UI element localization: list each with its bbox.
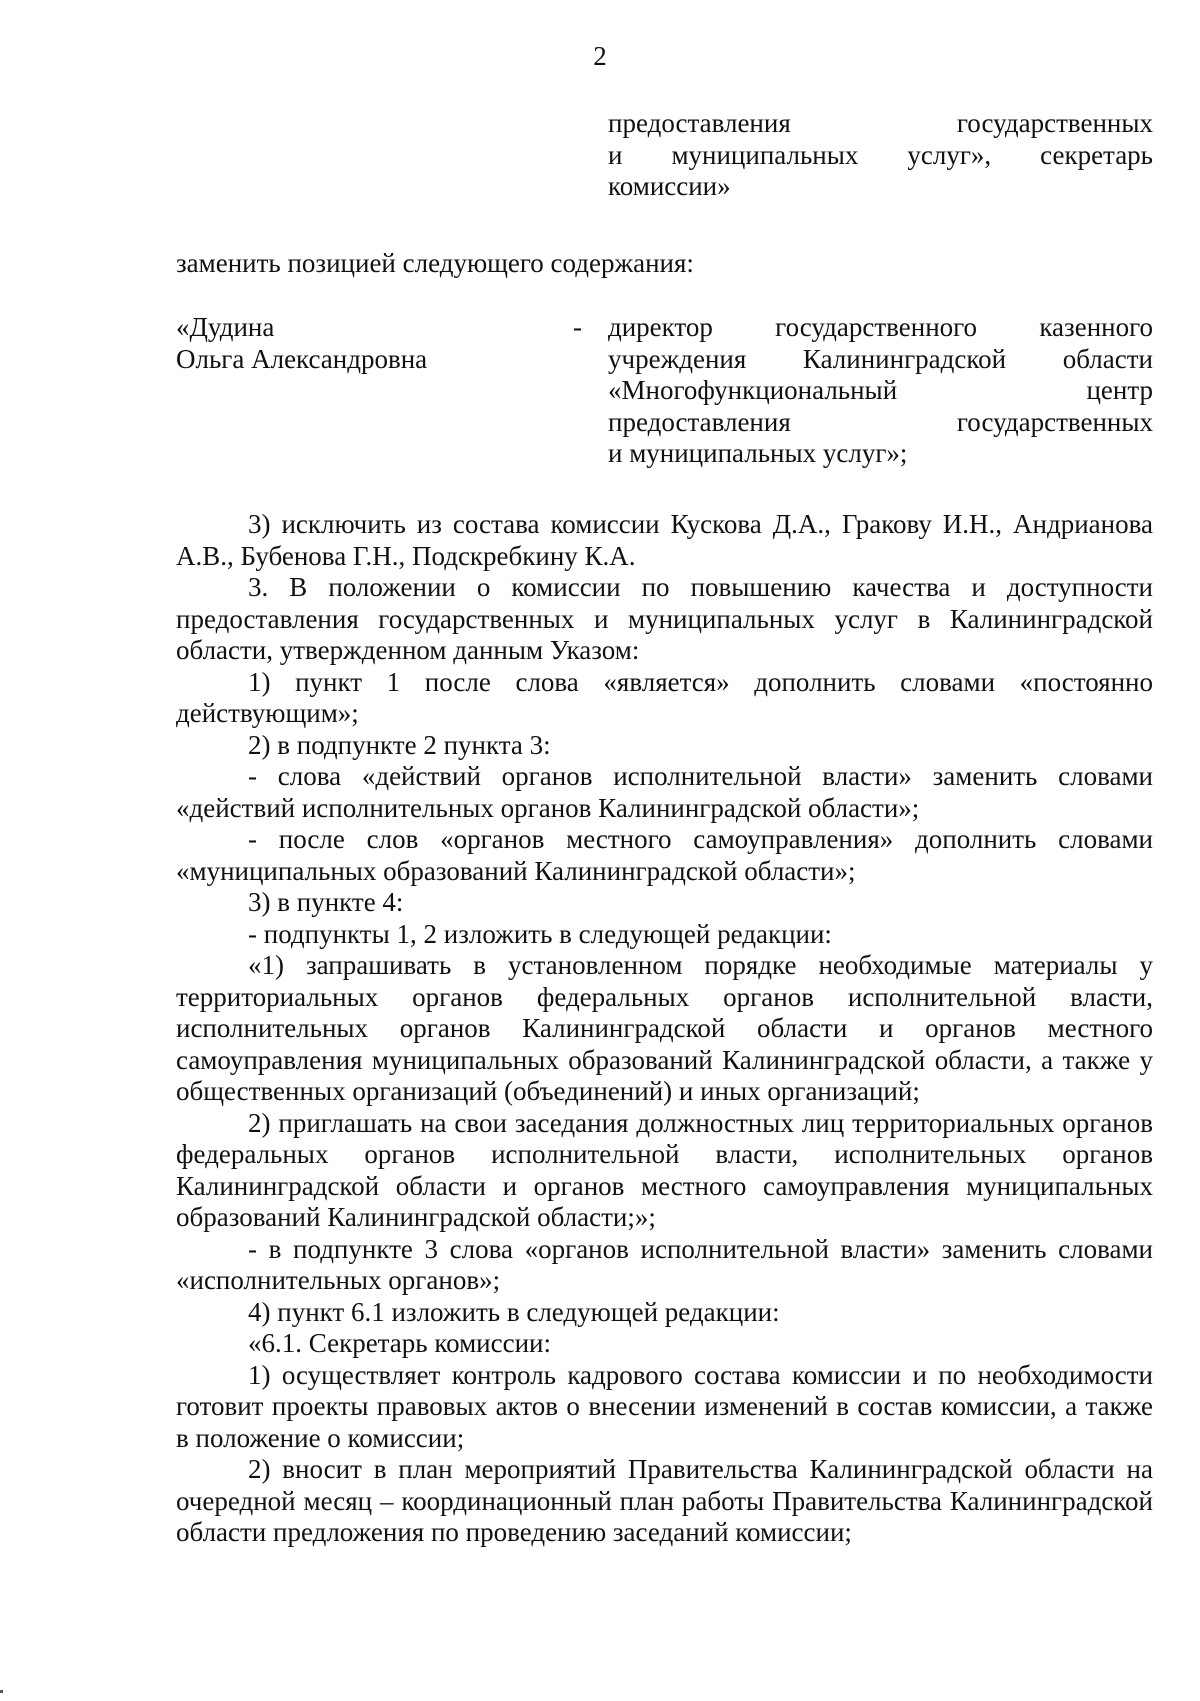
text-line: «Многофункциональный центр [608,375,1153,405]
text-line: и муниципальных услуг», секретарь [608,139,1153,170]
text-line: учреждения Калининградской области [608,343,1153,374]
person-dash: - [573,312,582,342]
paragraph: - в подпункте 3 слова «органов исполнительной власти» заменить словами «исполнительных органов»; [176,1233,1153,1295]
paragraph: - подпункты 1, 2 изложить в следующей редакции: [248,918,832,949]
paragraph: 3) исключить из состава комиссии Кускова Д.А., Гракову И.Н., Андрианова А.В., Бубенова Г.Н., Подскребкину К.А. [176,509,1153,571]
text-line: директор государственного казенного [608,312,1153,342]
paragraph: 1) осуществляет контроль кадрового состава комиссии и по необходимости готовит проекты правовых актов о внесении изменений в состав комиссии, а также в положение о комиссии; [176,1359,1153,1453]
person-role [608,312,1153,470]
paragraph: 4) пункт 6.1 изложить в следующей редакции: [248,1296,780,1327]
paragraph: - после слов «органов местного самоуправления» дополнить словами «муниципальных образований Калининградской области»; [176,824,1153,886]
paragraph: 2) приглашать на свои заседания должностных лиц территориальных органов федеральных органов исполнительной власти, исполнительных органов Калининградской области и органов местного самоуправления муниципальных образований Калининградской области;»; [176,1107,1153,1232]
paragraph: 1) пункт 1 после слова «является» дополнить словами «постоянно действующим»; [176,666,1153,728]
paragraph: 2) в подпункте 2 пункта 3: [248,729,551,760]
person-given-names: Ольга Александровна [176,343,428,374]
page-number: 2 [593,41,607,71]
text-line: предоставления государственных [608,406,1153,437]
person-surname: «Дудина [176,312,275,342]
paragraph: «1) запрашивать в установленном порядке необходимые материалы у территориальных органов федеральных органов исполнительной власти, исполнительных органов Калининградской области и органов местного самоуправления муниципальных образований Калининградской области, а также у общественных организаций (объединений) и иных организаций; [176,950,1153,1106]
person-name [176,312,556,375]
paragraph: - слова «действий органов исполнительной власти» заменить словами «действий исполнительных органов Калининградской области»; [176,761,1153,823]
paragraph: 3. В положении о комиссии по повышению качества и доступности предоставления государственных и муниципальных услуг в Калининградской области, утвержденном данным Указом: [176,572,1153,665]
text-line: предоставления государственных [608,108,1153,138]
paragraph: 2) вносит в план мероприятий Правительства Калининградской области на очередной месяц – координационный план работы Правительства Калининградской области предложения по проведению заседаний комиссии; [176,1454,1153,1547]
text-line: комиссии» [608,171,731,201]
main-text [176,509,1153,1549]
previous-position-continuation [608,108,1153,203]
replace-intro: заменить позицией следующего содержания: [176,248,694,278]
scan-speck [0,1690,3,1693]
paragraph: «6.1. Секретарь комиссии: [248,1328,551,1358]
paragraph: 3) в пункте 4: [248,887,404,917]
text-line: и муниципальных услуг»; [608,438,908,468]
